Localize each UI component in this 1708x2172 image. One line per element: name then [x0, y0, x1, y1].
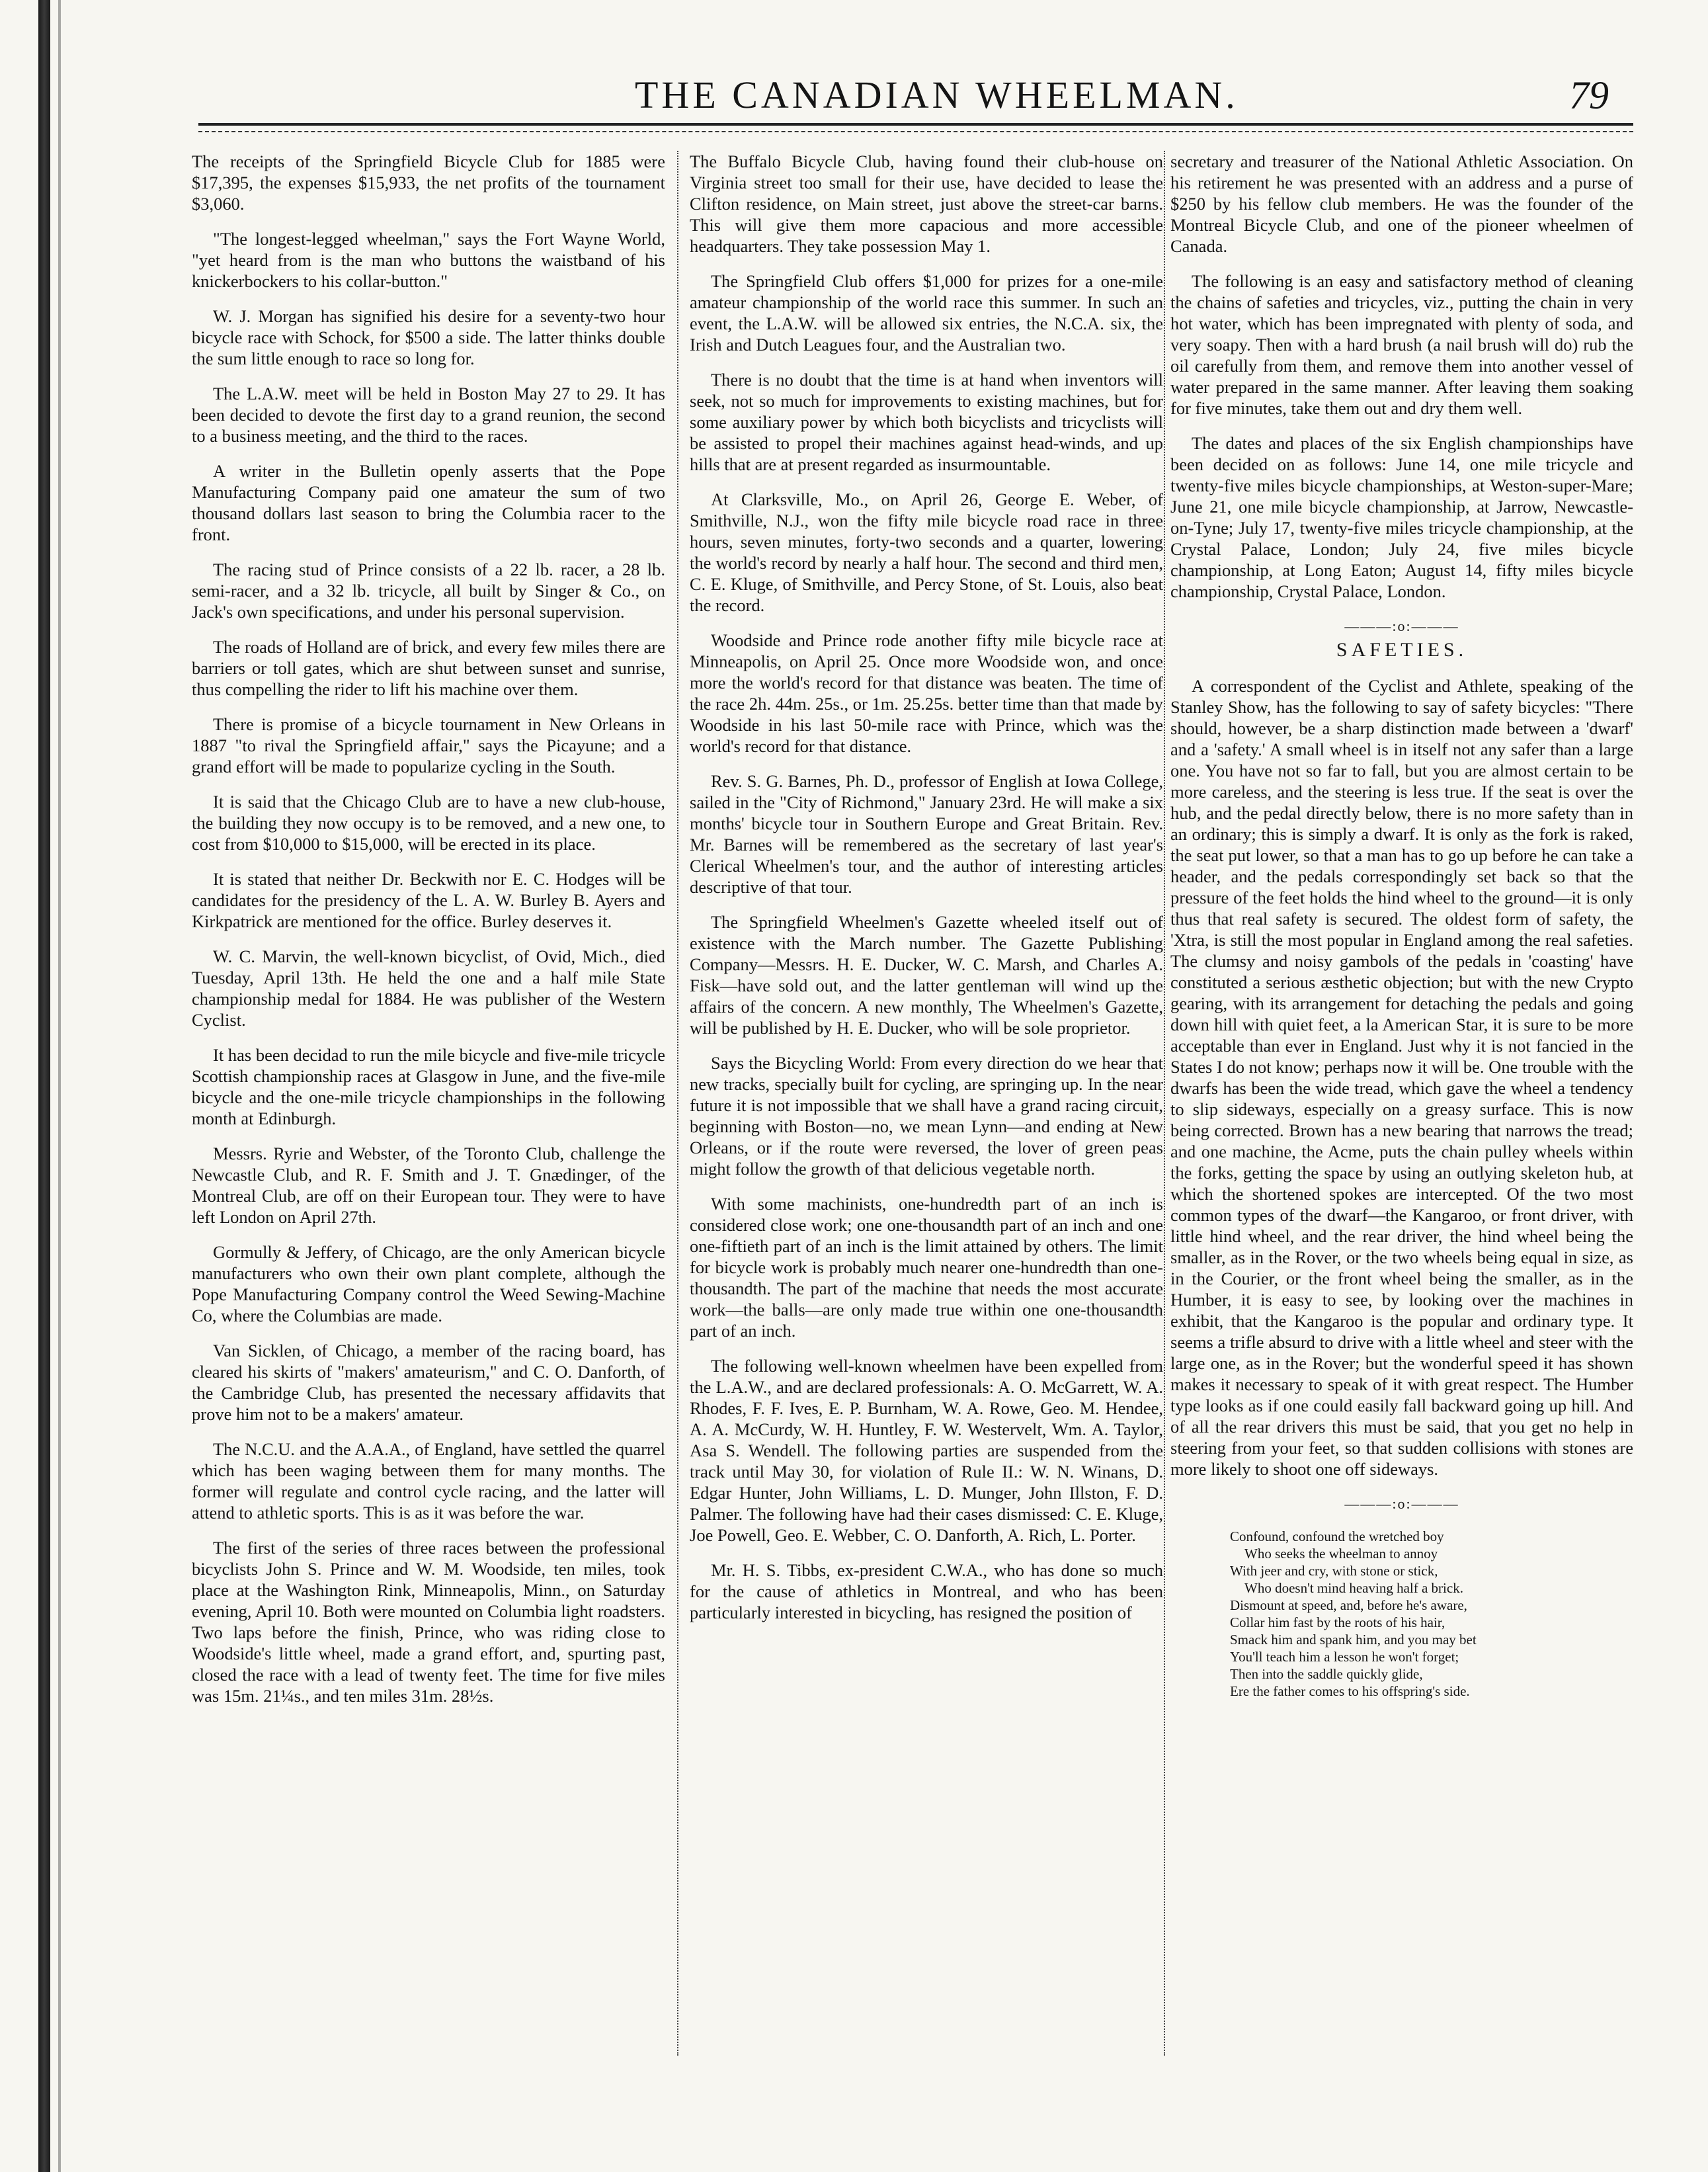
poem: [1230, 1528, 1633, 1700]
left-column: [192, 151, 665, 1720]
news-item: With some machinists, one-hundredth part of an inch is considered close work; one one-thousandth part of an inch and one one-fiftieth part of an inch is the limit attained by others. The limit for bicycle work is probably much nearer one-hundredth than one-thousandth. The part of the machine that needs the most accurate work—the balls—are only made true within one one-thousandth part of an inch.: [690, 1194, 1163, 1341]
safeties-article: A correspondent of the Cyclist and Athlete, speaking of the Stanley Show, has the following to say of safety bicycles: "There should, however, be a sharp distinction made between a 'dwarf' and a 'safety.' A small wheel is in itself not any safer than a large one. You have not so far to fall, but you are almost certain to be more careless, and the steering is less true. If the seat is over the hub, and the pedal directly below, there is no more safety than in an ordinary; this is simply a dwarf. It is only as the fork is raked, the seat put lower, so that a man has to go up before he can take a header, and the pedals correspondingly set back so that the pressure of the feet holds the hind wheel to the ground—it is only thus that real safety is secured. The oldest form of safety, the 'Xtra, is still the most popular in England among the real safeties. The clumsy and noisy gambols of the pedals in 'coasting' have constituted a serious æsthetic objection; but with the new Crypto gearing, with its arrangement for detaching the pedals and going down hill with quiet feet, a la American Star, it is sure to be more acceptable than ever in England. Just why it is not fancied in the States I do not know; perhaps now it will be. One trouble with the dwarfs has been the wide tread, which gave the wheel a tendency to slip sideways, especially on a greasy surface. This is now being corrected. Brown has a new bearing that narrows the tread; and one machine, the Acme, puts the chain pulley wheels within the forks, getting the space by using an outlying skeleton hub, at which the shortened spokes are intercepted. Of the two most common types of the dwarf—the Kangaroo, or front driver, with little hind wheel, and the rear driver, the hind wheel being the smaller, as in the Rover, or the two wheels being equal in size, as in the Courier, or the front wheel being the smaller, as in the Humber, it is easy to see, by looking over the machines in exhibit, that the Kangaroo is the popular and ordinary type. It seems a trifle absurd to drive with a little wheel and steer with the large one, as in the Rover; but the wonderful speed it has shown makes it necessary to speak of it with great respect. The Humber type looks as if one could easily fall backward going up hill. And of all the rear drivers this must be said, that you get no help in steering from your feet, so that sudden collisions with stones are more likely to shoot one off sideways.: [1170, 676, 1633, 1479]
news-item: The racing stud of Prince consists of a 22 lb. racer, a 28 lb. semi-racer, and a 32 lb. tricycle, all built by Singer & Co., on Jack's own specifications, and under his personal supervision.: [192, 560, 665, 622]
news-item: The Buffalo Bicycle Club, having found their club-house on Virginia street too small for their use, have decided to lease the Clifton residence, on Main street, just above the street-car barns. This will give them more capacious and more accessible headquarters. They take possession May 1.: [690, 151, 1163, 256]
news-item: The dates and places of the six English championships have been decided on as follows: June 14, one mile tricycle and twenty-five miles bicycle championships, at Weston-super-Mare; June 21, one mile bicycle championship, at Jarrow, Newcastle-on-Tyne; July 17, twenty-five miles tricycle championship, at the Crystal Palace, London; July 24, five miles bicycle championship, at Long Eaton; August 14, fifty miles bicycle championship, Crystal Palace, London.: [1170, 433, 1633, 601]
header-rule: [198, 123, 1633, 126]
news-item: The receipts of the Springfield Bicycle Club for 1885 were $17,395, the expenses $15,933, the net profits of the tournament $3,060.: [192, 151, 665, 214]
news-item: The N.C.U. and the A.A.A., of England, have settled the quarrel which has been waging between them for many months. The former will regulate and control cycle racing, and the latter will attend to athletic sports. This is as it was before the war.: [192, 1439, 665, 1523]
news-item: It is stated that neither Dr. Beckwith nor E. C. Hodges will be candidates for the presidency of the L. A. W. Burley B. Ayers and Kirkpatrick are mentioned for the office. Burley deserves it.: [192, 869, 665, 931]
column-divider: [1164, 151, 1165, 2056]
news-item: W. C. Marvin, the well-known bicyclist, of Ovid, Mich., died Tuesday, April 13th. He held the one and a half mile State championship medal for 1884. He was publisher of the Western Cyclist.: [192, 946, 665, 1030]
news-item: The roads of Holland are of brick, and every few miles there are barriers or toll gates, which are shut between sunset and sunrise, thus compelling the rider to lift his machine over them.: [192, 637, 665, 699]
column-divider: [677, 151, 678, 2056]
ornament-divider: ———:o:———: [1344, 1495, 1459, 1512]
poem-line: Ere the father comes to his offspring's side.: [1230, 1683, 1470, 1699]
news-item: A writer in the Bulletin openly asserts that the Pope Manufacturing Company paid one amateur the sum of two thousand dollars last season to bring the Columbia racer to the front.: [192, 461, 665, 544]
news-item: W. J. Morgan has signified his desire for a seventy-two hour bicycle race with Schock, for $500 a side. The latter thinks double the sum little enough to race so long for.: [192, 306, 665, 368]
poem-line: Dismount at speed, and, before he's aware,: [1230, 1597, 1467, 1613]
news-item: Rev. S. G. Barnes, Ph. D., professor of English at Iowa College, sailed in the "City of Richmond," January 23rd. He will make a six months' bicycle tour in Southern Europe and Great Britain. Rev. Mr. Barnes will be remembered as the secretary of last year's Clerical Wheelmen's tour, and the author of interesting articles descriptive of that tour.: [690, 771, 1163, 897]
news-item: The Springfield Club offers $1,000 for prizes for a one-mile amateur championship of the world race this summer. In such an event, the L.A.W. will be allowed six entries, the N.C.A. six, the Irish and Dutch Leagues four, and the Australian two.: [690, 271, 1163, 355]
poem-line: Smack him and spank him, and you may bet: [1230, 1632, 1477, 1648]
page-gutter-edge: [58, 0, 61, 2172]
header-rule-dashed: [198, 131, 1633, 132]
news-item: Mr. H. S. Tibbs, ex-president C.W.A., who has done so much for the cause of athletics in Montreal, and who has been particularly interested in bicycling, has resigned the position of: [690, 1560, 1163, 1622]
news-item: "The longest-legged wheelman," says the Fort Wayne World, "yet heard from is the man who buttons the waistband of his knickerbockers to his collar-button.": [192, 229, 665, 291]
news-item: The Springfield Wheelmen's Gazette wheeled itself out of existence with the March number. The Gazette Publishing Company—Messrs. H. E. Ducker, W. C. Marsh, and Charles A. Fisk—have sold out, and the latter gentleman will wind up the affairs of the concern. A new monthly, The Wheelmen's Gazette, will be published by H. E. Ducker, who will be sole proprietor.: [690, 912, 1163, 1038]
news-item: Says the Bicycling World: From every direction do we hear that new tracks, specially built for cycling, are springing up. In the near future it is not impossible that we shall have a grand racing circuit, beginning with Boston—no, we mean Lynn—and ending at New Orleans, or if the route were reversed, the lover of green peas might follow the growth of that delicious vegetable north.: [690, 1053, 1163, 1179]
section-heading-safeties: SAFETIES.: [1336, 639, 1468, 661]
poem-line: You'll teach him a lesson he won't forget;: [1230, 1649, 1459, 1665]
news-item: Woodside and Prince rode another fifty mile bicycle race at Minneapolis, on April 25. Once more Woodside won, and once more the world's record for that distance was beaten. The time of the race 2h. 44m. 25s., or 1m. 25.25s. better time than that made by Woodside in his last 50-mile race with Prince, which was the world's record for that distance.: [690, 630, 1163, 756]
page-number: 79: [1569, 73, 1609, 117]
news-item: Messrs. Ryrie and Webster, of the Toronto Club, challenge the Newcastle Club, and R. F. Smith and J. T. Gnædinger, of the Montreal Club, are off on their European tour. They were to have left London on April 27th.: [192, 1144, 665, 1227]
news-item: Gormully & Jeffery, of Chicago, are the only American bicycle manufacturers who own their own plant complete, although the Pope Manufacturing Company control the Weed Sewing-Machine Co, where the Columbias are made.: [192, 1242, 665, 1325]
book-spine-shadow: [38, 0, 50, 2172]
ornament-divider: ———:o:———: [1344, 618, 1459, 634]
page-title: THE CANADIAN WHEELMAN.: [635, 73, 1239, 116]
middle-column: [690, 151, 1163, 1637]
news-item: The first of the series of three races between the professional bicyclists John S. Prince and W. M. Woodside, ten miles, took place at the Washington Rink, Minneapolis, Minn., on Saturday evening, April 10. Both were mounted on Columbia light roadsters. Two laps before the finish, Prince, who was riding close to Woodside's little wheel, made a grand effort, and, spurting past, closed the race with a lead of twenty feet. The time for five miles was 15m. 21¼s., and ten miles 31m. 28½s.: [192, 1538, 665, 1706]
poem-line: Confound, confound the wretched boy: [1230, 1528, 1444, 1544]
news-item: It is said that the Chicago Club are to have a new club-house, the building they now occupy is to be removed, and a new one, to cost from $10,000 to $15,000, will be erected in its place.: [192, 792, 665, 854]
news-item: There is no doubt that the time is at hand when inventors will seek, not so much for improvements to existing machines, but for some auxiliary power by which both bicyclists and tricyclists will be assisted to propel their machines against head-winds, and up hills that are at present regarded as insurmountable.: [690, 370, 1163, 474]
news-item: It has been decidad to run the mile bicycle and five-mile tricycle Scottish championship races at Glasgow in June, and the five-mile bicycle and the one-mile tricycle championships in the following month at Edinburgh.: [192, 1045, 665, 1128]
news-item: At Clarksville, Mo., on April 26, George E. Weber, of Smithville, N.J., won the fifty mile bicycle road race in three hours, seven minutes, forty-two seconds and a quarter, lowering the world's record by nearly a half hour. The second and third men, C. E. Kluge, of Smithville, and Percy Stone, of St. Louis, also beat the record.: [690, 489, 1163, 615]
news-item: There is promise of a bicycle tournament in New Orleans in 1887 "to rival the Springfield affair," says the Picayune; and a grand effort will be made to popularize cycling in the South.: [192, 714, 665, 776]
poem-line: Then into the saddle quickly glide,: [1230, 1666, 1423, 1682]
news-item: Van Sicklen, of Chicago, a member of the racing board, has cleared his skirts of "makers' amateurism," and C. O. Danforth, of the Cambridge Club, has presented the necessary affidavits that prove him not to be a makers' amateur.: [192, 1341, 665, 1424]
poem-line: Who doesn't mind heaving half a brick.: [1244, 1580, 1463, 1596]
poem-line: Collar him fast by the roots of his hair,: [1230, 1614, 1445, 1630]
right-column: [1170, 151, 1633, 1700]
poem-line: With jeer and cry, with stone or stick,: [1230, 1563, 1438, 1579]
poem-line: Who seeks the wheelman to annoy: [1244, 1546, 1438, 1562]
news-item: The following is an easy and satisfactory method of cleaning the chains of safeties and tricycles, viz., putting the chain in very hot water, which has been impregnated with plenty of soda, and very soapy. Then with a hard brush (a nail brush will do) rub the oil carefully from them, and remove them into another vessel of water prepared in the same manner. After leaving them soaking for five minutes, take them out and dry them well.: [1170, 271, 1633, 418]
news-item: secretary and treasurer of the National Athletic Association. On his retirement he was presented with an address and a purse of $250 by his fellow club members. He was the founder of the Montreal Bicycle Club, and one of the pioneer wheelmen of Canada.: [1170, 151, 1633, 256]
news-item: The L.A.W. meet will be held in Boston May 27 to 29. It has been decided to devote the first day to a grand reunion, the second to a business meeting, and the third to the races.: [192, 384, 665, 446]
news-item: The following well-known wheelmen have been expelled from the L.A.W., and are declared professionals: A. O. McGarrett, W. A. Rhodes, F. F. Ives, E. P. Burnham, W. A. Rowe, Geo. M. Hendee, A. A. McCurdy, W. H. Huntley, F. W. Westervelt, Wm. A. Taylor, Asa S. Wendell. The following parties are suspended from the track until May 30, for violation of Rule II.: W. N. Winans, D. Edgar Hunter, John Williams, L. D. Munger, John Illston, F. D. Palmer. The following have had their cases dismissed: C. E. Kluge, Joe Powell, Geo. E. Webber, C. O. Danforth, A. Rich, L. Porter.: [690, 1356, 1163, 1545]
